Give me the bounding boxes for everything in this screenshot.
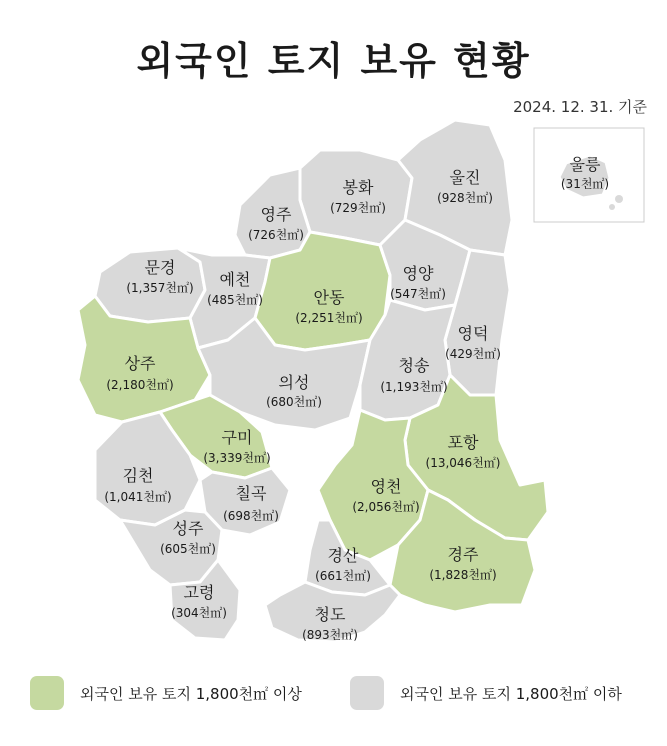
label-ulleung-name: 울릉: [569, 155, 601, 174]
label-cheongsong-value: (1,193천㎡): [380, 380, 448, 394]
label-yeongdeok-value: (429천㎡): [445, 347, 501, 361]
label-yeongyang-name: 영양: [402, 264, 434, 283]
reference-date: 2024. 12. 31. 기준: [513, 98, 647, 116]
label-cheongsong-name: 청송: [398, 356, 430, 375]
label-yeongcheon-name: 영천: [370, 477, 402, 496]
label-pohang-value: (13,046천㎡): [425, 456, 501, 470]
label-pohang-name: 포항: [447, 433, 479, 452]
label-bonghwa-value: (729천㎡): [330, 201, 386, 215]
label-andong-name: 안동: [313, 288, 345, 307]
label-mungyeong-name: 문경: [144, 258, 176, 277]
label-chilgok-value: (698천㎡): [223, 509, 279, 523]
ulleung-islet: [615, 195, 623, 203]
legend-low: [350, 676, 622, 710]
legend-high-label: 외국인 보유 토지 1,800천㎡ 이상: [80, 684, 302, 703]
label-gyeongju-value: (1,828천㎡): [429, 568, 497, 582]
label-yeongju-name: 영주: [260, 205, 292, 224]
label-gyeongsan-name: 경산: [327, 546, 359, 565]
label-yeongyang-value: (547천㎡): [390, 287, 446, 301]
label-yeongju-value: (726천㎡): [248, 228, 304, 242]
legend-high-swatch: [30, 676, 64, 710]
label-yecheon-value: (485천㎡): [207, 293, 263, 307]
label-gyeongsan-value: (661천㎡): [315, 569, 371, 583]
label-bonghwa-name: 봉화: [342, 178, 374, 197]
label-yecheon-name: 예천: [219, 270, 251, 289]
label-seongju-name: 성주: [172, 519, 204, 538]
legend-low-label: 외국인 보유 토지 1,800천㎡ 이하: [400, 684, 622, 703]
label-ulleung-value: (31천㎡): [560, 177, 610, 191]
label-gyeongju-name: 경주: [447, 545, 479, 564]
label-gimcheon-value: (1,041천㎡): [104, 490, 172, 504]
label-sangju-value: (2,180천㎡): [106, 378, 174, 392]
label-chilgok-name: 칠곡: [235, 484, 267, 503]
label-sangju-name: 상주: [124, 354, 156, 373]
label-gimcheon-name: 김천: [122, 466, 154, 485]
label-gumi-name: 구미: [221, 428, 253, 447]
label-uiseong-value: (680천㎡): [266, 395, 322, 409]
label-yeongdeok-name: 영덕: [457, 324, 489, 343]
label-andong-value: (2,251천㎡): [295, 311, 363, 325]
label-goryeong-value: (304천㎡): [171, 606, 227, 620]
legend-high: [30, 676, 302, 710]
ulleung-islet: [609, 204, 615, 210]
label-gumi-value: (3,339천㎡): [203, 451, 271, 465]
label-seongju-value: (605천㎡): [160, 542, 216, 556]
label-cheongdo-name: 청도: [314, 605, 346, 624]
label-uiseong-name: 의성: [278, 373, 310, 392]
page-title: 외국인 토지 보유 현황: [136, 39, 531, 83]
label-uljin-name: 울진: [449, 168, 481, 187]
label-cheongdo-value: (893천㎡): [302, 628, 358, 642]
label-uljin-value: (928천㎡): [437, 191, 493, 205]
label-mungyeong-value: (1,357천㎡): [126, 281, 194, 295]
legend-low-swatch: [350, 676, 384, 710]
label-yeongcheon-value: (2,056천㎡): [352, 500, 420, 514]
label-goryeong-name: 고령: [183, 583, 215, 602]
